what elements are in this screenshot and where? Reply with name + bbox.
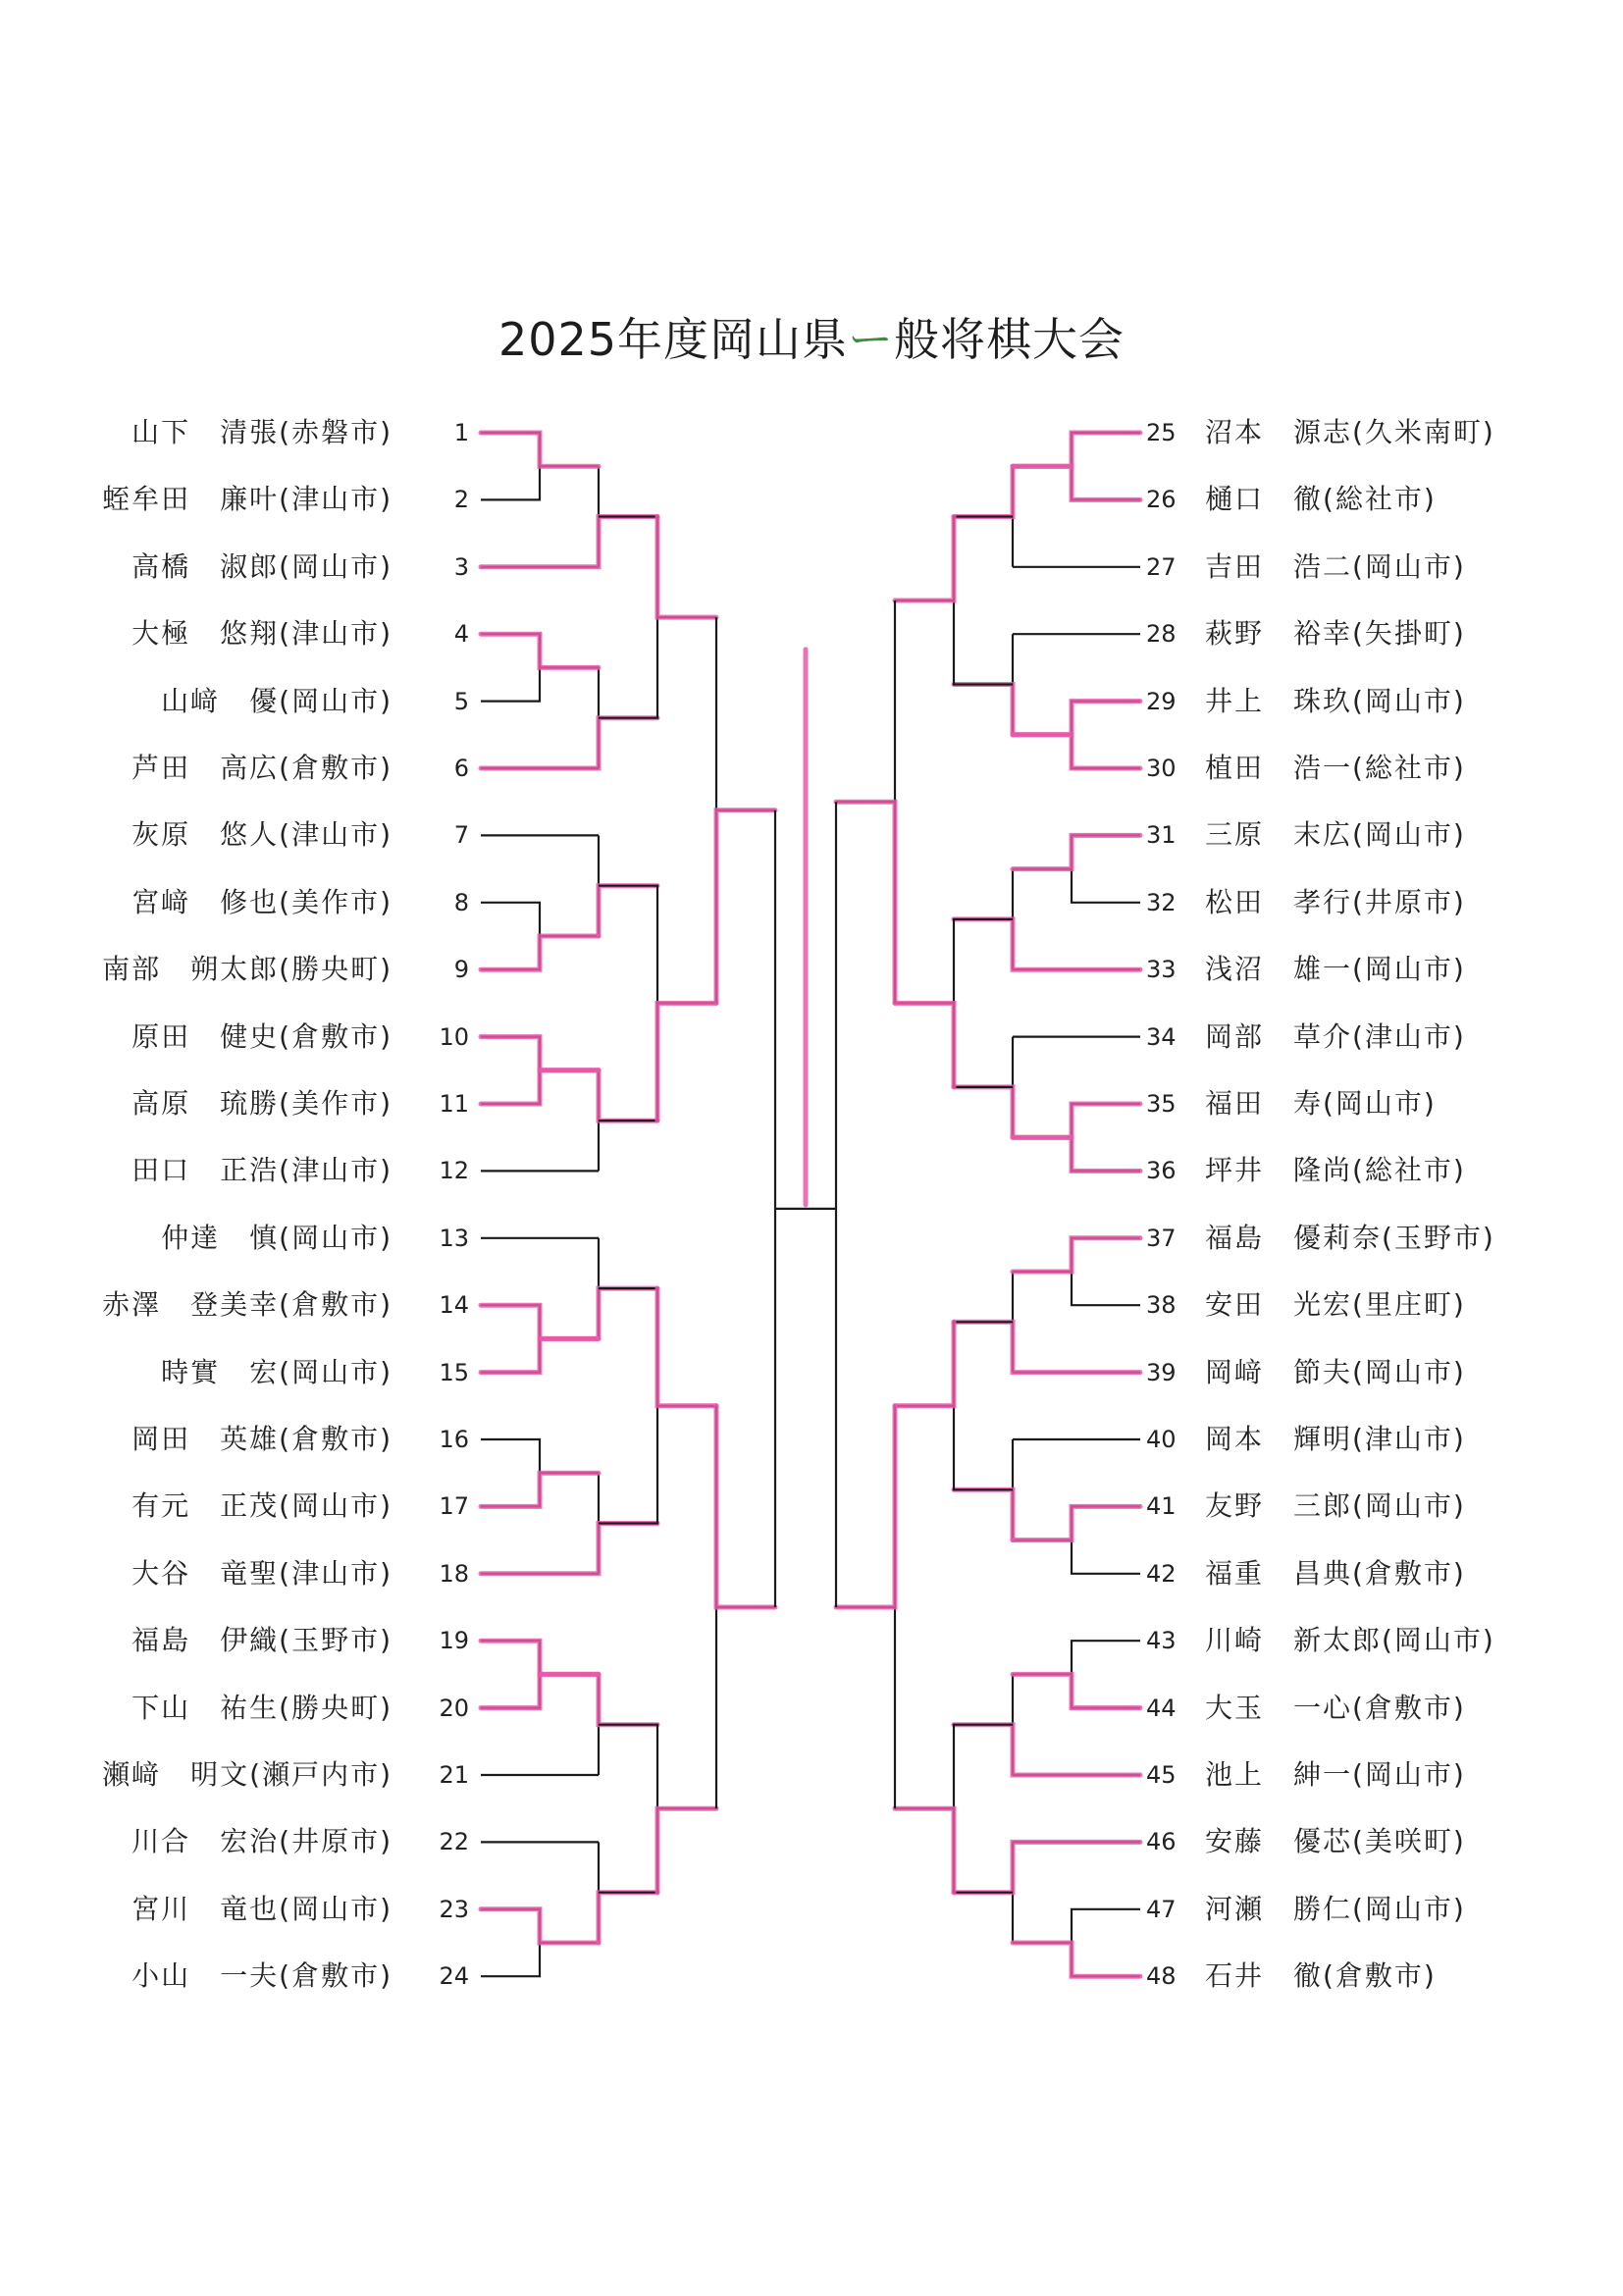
player-name: 松田 孝行(井原市) bbox=[1205, 885, 1466, 918]
player-name: 仲達 慎(岡山市) bbox=[161, 1221, 393, 1254]
player-name: 大谷 竜聖(津山市) bbox=[131, 1556, 393, 1590]
bracket-line bbox=[1072, 1641, 1140, 1707]
seed-number: 6 bbox=[453, 755, 469, 782]
bracket-line bbox=[1072, 702, 1140, 768]
winner-path bbox=[1013, 433, 1140, 466]
seed-number: 42 bbox=[1146, 1559, 1177, 1588]
player-name: 高橋 淑郎(岡山市) bbox=[131, 549, 393, 583]
bracket-line bbox=[1072, 433, 1140, 499]
seed-number: 44 bbox=[1146, 1694, 1177, 1722]
bracket-line bbox=[1072, 1238, 1140, 1305]
winner-path bbox=[1013, 1104, 1140, 1137]
player-name: 植田 浩一(総社市) bbox=[1205, 752, 1466, 784]
player-name: 宮﨑 修也(美作市) bbox=[131, 885, 393, 918]
player-name: 坪井 隆尚(総社市) bbox=[1205, 1154, 1466, 1187]
seed-number: 7 bbox=[453, 821, 469, 850]
bracket-line bbox=[954, 1322, 1013, 1489]
winner-path bbox=[481, 1641, 599, 1674]
player-name: 沼本 源志(久米南町) bbox=[1205, 416, 1495, 448]
bracket-line bbox=[481, 1641, 540, 1707]
player-name: 岡部 草介(津山市) bbox=[1205, 1019, 1466, 1053]
winner-path bbox=[1013, 1238, 1140, 1272]
bracket-line bbox=[481, 903, 540, 969]
player-name: 河瀬 勝仁(岡山市) bbox=[1205, 1892, 1466, 1925]
seed-number: 5 bbox=[453, 687, 469, 715]
seed-number: 34 bbox=[1146, 1022, 1177, 1051]
winner-path bbox=[481, 1674, 599, 1707]
seed-number: 25 bbox=[1146, 419, 1177, 446]
winner-path bbox=[481, 718, 657, 768]
bracket-line bbox=[1072, 1104, 1140, 1171]
winner-path bbox=[657, 1003, 716, 1121]
winner-path bbox=[1013, 466, 1140, 499]
seed-number: 8 bbox=[453, 888, 469, 916]
seed-number: 3 bbox=[453, 552, 469, 581]
winner-path bbox=[481, 1305, 599, 1338]
winner-path bbox=[895, 1003, 954, 1087]
winner-path bbox=[1013, 1943, 1140, 1976]
title-rest: 般将棋大会 bbox=[894, 313, 1126, 366]
player-name: 川合 宏治(井原市) bbox=[131, 1825, 393, 1858]
bracket-line bbox=[954, 1725, 1013, 1893]
bracket-line bbox=[599, 1288, 657, 1523]
seed-number: 13 bbox=[439, 1224, 469, 1252]
player-name: 岡本 輝明(津山市) bbox=[1205, 1423, 1466, 1455]
seed-number: 33 bbox=[1146, 956, 1177, 984]
winner-path bbox=[954, 1489, 1013, 1539]
bracket-line bbox=[1072, 835, 1140, 902]
winner-path bbox=[481, 1473, 599, 1506]
player-name: 宮川 竜也(岡山市) bbox=[131, 1892, 393, 1925]
winner-path bbox=[481, 1037, 599, 1070]
seed-number: 36 bbox=[1146, 1157, 1177, 1185]
winner-path bbox=[836, 802, 895, 1003]
player-name: 高原 琉勝(美作市) bbox=[131, 1087, 393, 1120]
seed-number: 14 bbox=[439, 1291, 469, 1320]
seed-number: 23 bbox=[439, 1895, 469, 1923]
player-name: 福島 優莉奈(玉野市) bbox=[1205, 1221, 1495, 1254]
seed-number: 1 bbox=[453, 419, 469, 446]
winner-path bbox=[599, 1288, 657, 1338]
bracket-line bbox=[1072, 1506, 1140, 1573]
player-name: 三原 末広(岡山市) bbox=[1205, 818, 1466, 852]
seed-number: 35 bbox=[1146, 1090, 1177, 1118]
seed-number: 30 bbox=[1146, 755, 1177, 782]
bracket-line bbox=[599, 517, 657, 718]
winner-path bbox=[895, 1808, 954, 1893]
bracket-line bbox=[481, 1909, 540, 1976]
seed-number: 28 bbox=[1146, 620, 1177, 649]
seed-number: 10 bbox=[439, 1022, 469, 1051]
title-main: 2025年度岡山県 bbox=[497, 313, 849, 366]
bracket-line bbox=[481, 634, 540, 701]
player-name: 蛭牟田 廉叶(津山市) bbox=[102, 483, 393, 516]
seed-number: 16 bbox=[439, 1426, 469, 1453]
seed-number: 38 bbox=[1146, 1291, 1177, 1320]
player-name: 田口 正浩(津山市) bbox=[131, 1154, 393, 1187]
winner-path bbox=[481, 1909, 599, 1943]
player-name: 芦田 高広(倉敷市) bbox=[131, 752, 393, 784]
player-name: 浅沼 雄一(岡山市) bbox=[1205, 953, 1466, 986]
seed-number: 15 bbox=[439, 1358, 469, 1386]
seed-number: 39 bbox=[1146, 1358, 1177, 1386]
player-name: 赤澤 登美幸(倉敷市) bbox=[102, 1288, 393, 1322]
seed-number: 20 bbox=[439, 1694, 469, 1722]
winner-path bbox=[716, 1406, 775, 1607]
seed-number: 22 bbox=[439, 1828, 469, 1856]
title-dash: ー bbox=[848, 313, 895, 366]
player-name: 吉田 浩二(岡山市) bbox=[1205, 549, 1466, 583]
player-name: 萩野 裕幸(矢掛町) bbox=[1205, 617, 1466, 651]
winner-path bbox=[481, 517, 657, 567]
player-name: 安藤 優芯(美咲町) bbox=[1205, 1825, 1466, 1858]
player-name: 岡﨑 節夫(岡山市) bbox=[1205, 1355, 1466, 1388]
winner-path bbox=[954, 685, 1013, 735]
seed-number: 11 bbox=[439, 1090, 469, 1118]
seed-number: 43 bbox=[1146, 1627, 1177, 1655]
winner-path bbox=[657, 517, 716, 618]
winner-path bbox=[1013, 1506, 1140, 1539]
player-name: 友野 三郎(岡山市) bbox=[1205, 1489, 1466, 1523]
player-name: 大極 悠翔(津山市) bbox=[131, 617, 393, 651]
player-name: 大玉 一心(倉敷市) bbox=[1205, 1691, 1466, 1724]
winner-path bbox=[481, 433, 599, 466]
player-name: 南部 朔太郎(勝央町) bbox=[102, 953, 393, 986]
seed-number: 47 bbox=[1146, 1895, 1177, 1923]
winner-path bbox=[599, 1070, 657, 1121]
player-name: 小山 一夫(倉敷市) bbox=[131, 1959, 393, 1993]
seed-number: 41 bbox=[1146, 1492, 1177, 1521]
winner-path bbox=[657, 1808, 716, 1893]
winner-path bbox=[954, 466, 1013, 516]
seed-number: 4 bbox=[453, 620, 469, 649]
bracket-line bbox=[481, 1037, 540, 1104]
player-name: 時實 宏(岡山市) bbox=[161, 1355, 393, 1388]
seed-number: 48 bbox=[1146, 1962, 1177, 1991]
bracket-line bbox=[481, 433, 540, 499]
seed-number: 46 bbox=[1146, 1828, 1177, 1856]
seed-number: 9 bbox=[453, 956, 469, 984]
player-name: 安田 光宏(里庄町) bbox=[1205, 1288, 1466, 1322]
winner-path bbox=[954, 1322, 1140, 1372]
player-name: 井上 珠玖(岡山市) bbox=[1205, 684, 1466, 717]
player-name: 原田 健史(倉敷市) bbox=[131, 1019, 393, 1053]
seed-number: 26 bbox=[1146, 486, 1177, 514]
player-name: 樋口 徹(総社市) bbox=[1205, 483, 1437, 516]
seed-number: 24 bbox=[439, 1962, 469, 1991]
player-name: 福田 寿(岡山市) bbox=[1205, 1087, 1437, 1120]
winner-path bbox=[1013, 835, 1140, 868]
winner-path bbox=[1013, 702, 1140, 735]
seed-number: 32 bbox=[1146, 888, 1177, 916]
player-name: 福島 伊織(玉野市) bbox=[131, 1624, 393, 1657]
winner-path bbox=[657, 1288, 716, 1406]
winner-path bbox=[481, 634, 599, 667]
winner-path bbox=[954, 919, 1140, 969]
winner-path bbox=[481, 1524, 657, 1574]
winner-path bbox=[954, 1842, 1140, 1892]
player-name: 山﨑 優(岡山市) bbox=[161, 684, 393, 717]
player-name: 石井 徹(倉敷市) bbox=[1205, 1959, 1437, 1993]
winner-path bbox=[1013, 1137, 1140, 1171]
player-name: 瀬﨑 明文(瀬戸内市) bbox=[102, 1758, 393, 1791]
player-name: 池上 紳一(岡山市) bbox=[1205, 1758, 1466, 1791]
player-name: 有元 正茂(岡山市) bbox=[131, 1489, 393, 1523]
winner-path bbox=[599, 1674, 657, 1724]
winner-path bbox=[1013, 1674, 1140, 1707]
bracket-line bbox=[954, 919, 1013, 1087]
seed-number: 19 bbox=[439, 1627, 469, 1655]
player-name: 灰原 悠人(津山市) bbox=[131, 818, 393, 852]
bracket-line bbox=[481, 1305, 540, 1372]
winner-path bbox=[895, 517, 954, 601]
seed-number: 2 bbox=[453, 486, 469, 514]
seed-number: 18 bbox=[439, 1559, 469, 1588]
winner-path bbox=[836, 1406, 895, 1607]
seed-number: 12 bbox=[439, 1157, 469, 1185]
seed-number: 29 bbox=[1146, 687, 1177, 715]
seed-number: 21 bbox=[439, 1761, 469, 1789]
bracket-line bbox=[599, 886, 657, 1121]
winner-path bbox=[481, 936, 599, 969]
winner-path bbox=[1013, 735, 1140, 768]
winner-path bbox=[954, 1087, 1013, 1137]
winner-path bbox=[599, 1893, 657, 1943]
seed-number: 40 bbox=[1146, 1426, 1177, 1453]
seed-number: 31 bbox=[1146, 821, 1177, 850]
seed-number: 45 bbox=[1146, 1761, 1177, 1789]
player-name: 福重 昌典(倉敷市) bbox=[1205, 1556, 1466, 1590]
winner-path bbox=[481, 1070, 599, 1104]
winner-path bbox=[954, 1725, 1140, 1775]
winner-path bbox=[481, 1338, 599, 1372]
player-name: 山下 清張(赤磐市) bbox=[131, 416, 393, 448]
bracket-line bbox=[1072, 1909, 1140, 1976]
seed-number: 17 bbox=[439, 1492, 469, 1521]
bracket-line bbox=[954, 517, 1013, 685]
seed-number: 37 bbox=[1146, 1224, 1177, 1252]
bracket-line bbox=[481, 1439, 540, 1506]
winner-path bbox=[895, 1322, 954, 1406]
bracket-line bbox=[599, 1725, 657, 1893]
player-name: 川崎 新太郎(岡山市) bbox=[1205, 1624, 1495, 1657]
player-name: 岡田 英雄(倉敷市) bbox=[131, 1423, 393, 1455]
player-name: 下山 祐生(勝央町) bbox=[131, 1691, 393, 1724]
winner-path bbox=[716, 810, 775, 1004]
seed-number: 27 bbox=[1146, 552, 1177, 581]
winner-path bbox=[599, 886, 657, 936]
